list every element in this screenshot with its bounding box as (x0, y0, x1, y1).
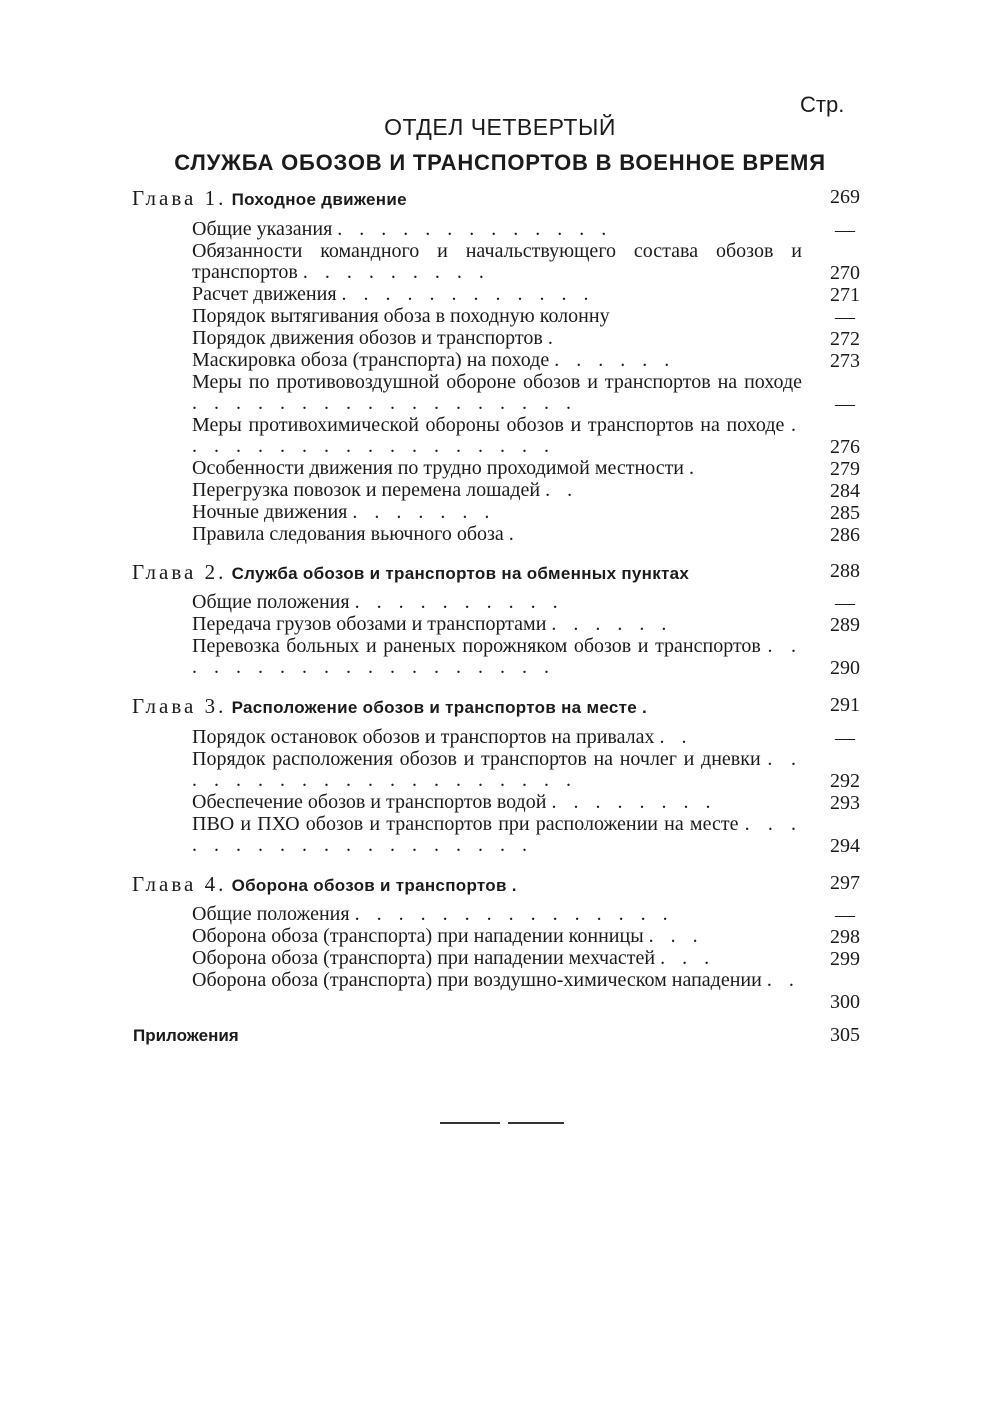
entry-text: Оборона обоза (транспорта) при нападении мехчастей (192, 947, 656, 969)
appendix-page: 305 (830, 1024, 860, 1046)
entry-text: ПВО и ПХО обозов и транспортов при расположении на месте (192, 813, 739, 835)
toc-entry (192, 350, 802, 371)
entry-text: Меры по противовоздушной обороне обозов и транспортов на походе (192, 371, 802, 393)
appendix-title: Приложения (133, 1026, 239, 1045)
entry-page: 285 (830, 502, 860, 524)
chapter-heading (132, 560, 689, 585)
chapter-page: 297 (830, 872, 860, 894)
toc-entry (192, 948, 802, 969)
toc-entry (192, 306, 802, 327)
entry-page: 299 (830, 948, 860, 970)
chapter-page: 291 (830, 694, 860, 716)
entry-text: Порядок движения обозов и транспортов (192, 327, 543, 349)
leader-dots: . . . . . . . . . . . . . . . . . . (192, 392, 577, 414)
chapter-heading (132, 186, 407, 211)
leader-dots: . . . . . . . . . . . . . (337, 218, 613, 240)
entry-text: Ночные движения (192, 501, 348, 523)
entry-page: — (835, 592, 855, 614)
entry-text: Порядок остановок обозов и транспортов на привалах (192, 726, 655, 748)
leader-dots: . (689, 457, 701, 479)
entry-page: 298 (830, 926, 860, 948)
entry-text: Передача грузов обозами и транспортами (192, 613, 547, 635)
chapter-label: Глава 3. (132, 694, 227, 718)
page-column-label: Стр. (800, 92, 845, 117)
entry-page: — (835, 727, 855, 749)
toc-entry (192, 524, 802, 545)
toc-entry (192, 502, 802, 523)
entry-page: — (835, 306, 855, 328)
entry-page: 292 (830, 770, 860, 792)
entry-page: 276 (830, 436, 860, 458)
chapter-title: Оборона обозов и транспортов . (231, 876, 517, 895)
end-rule-left (440, 1122, 500, 1124)
entry-page: — (835, 904, 855, 926)
leader-dots: . . . . . . . . . . . . . . . (354, 903, 674, 925)
entry-text: Особенности движения по трудно проходимой местности (192, 457, 685, 479)
entry-text: Обязанности командного и начальствующего состава обозов и транспортов (192, 240, 802, 283)
chapter-label: Глава 2. (132, 560, 227, 584)
entry-text: Порядок расположения обозов и транспортов на ночлег и дневки (192, 748, 761, 770)
leader-dots: . . . (648, 925, 704, 947)
leader-dots: . (547, 327, 559, 349)
leader-dots: . . . . . . (551, 613, 673, 635)
end-rule-right (508, 1122, 564, 1124)
toc-entry (192, 926, 802, 947)
entry-text: Общие положения (192, 591, 350, 613)
entry-text: Расчет движения (192, 283, 337, 305)
entry-text: Перевозка больных и раненых порожняком обозов и транспортов (192, 635, 761, 657)
toc-entry (192, 614, 802, 635)
toc-entry (192, 458, 802, 479)
chapter-label: Глава 1. (132, 186, 227, 210)
chapter-label: Глава 4. (132, 872, 227, 896)
leader-dots: . (508, 523, 520, 545)
entry-page: — (835, 393, 855, 415)
leader-dots: . . . . . . . . . . . . . . . . . . (192, 414, 802, 457)
entry-page: 279 (830, 458, 860, 480)
leader-dots: . . . . . . . . . . (354, 591, 564, 613)
chapter-page: 288 (830, 560, 860, 582)
toc-entry (192, 814, 802, 856)
entry-text: Общие положения (192, 903, 350, 925)
entry-text: Обеспечение обозов и транспортов водой (192, 791, 547, 813)
toc-entry (192, 219, 802, 240)
leader-dots: . . . . . . . . . (302, 261, 490, 283)
entry-page: 300 (830, 991, 860, 1013)
entry-page: 270 (830, 262, 860, 284)
toc-entry (192, 328, 802, 349)
entry-text: Меры противохимической обороны обозов и транспортов на походе (192, 414, 785, 436)
entry-page: 286 (830, 524, 860, 546)
entry-text: Оборона обоза (транспорта) при воздушно-химическом нападении (192, 969, 762, 991)
leader-dots: . . . . . . (554, 349, 676, 371)
leader-dots: . . . . . . . . . . . . . . . . . . . . (192, 748, 803, 791)
toc-entry (192, 904, 802, 925)
toc-entry (192, 749, 802, 791)
chapter-title: Расположение обозов и транспортов на месте . (231, 698, 648, 717)
toc-entry (192, 970, 802, 991)
leader-dots: . . (659, 726, 693, 748)
entry-page: 289 (830, 614, 860, 636)
entry-page: 290 (830, 657, 860, 679)
entry-page: 273 (830, 350, 860, 372)
toc-entry (192, 636, 802, 678)
chapter-title: Походное движение (231, 190, 407, 209)
entry-page: 272 (830, 328, 860, 350)
toc-entry (192, 284, 802, 305)
chapter-page: 269 (830, 186, 860, 208)
entry-text: Перегрузка повозок и перемена лошадей (192, 479, 541, 501)
leader-dots: . . (766, 969, 800, 991)
leader-dots: . . . . . . . . . . . . . . . . . . . (192, 813, 803, 856)
entry-text: Порядок вытягивания обоза в походную колонну (192, 305, 610, 327)
leader-dots: . . . . . . . . . . . . (341, 283, 595, 305)
entry-text: Общие указания (192, 218, 333, 240)
toc-entry (192, 241, 802, 283)
leader-dots: . . (545, 479, 579, 501)
leader-dots: . . . . . . . (352, 501, 496, 523)
entry-page: 284 (830, 480, 860, 502)
toc-entry (192, 372, 802, 414)
section-title: СЛУЖБА ОБОЗОВ И ТРАНСПОРТОВ В ВОЕННОЕ ВРЕМЯ (174, 150, 826, 175)
chapter-heading (132, 694, 647, 719)
toc-entry (192, 727, 802, 748)
leader-dots: . . . . . . . . (551, 791, 717, 813)
entry-text: Оборона обоза (транспорта) при нападении конницы (192, 925, 644, 947)
chapter-heading (132, 872, 517, 897)
entry-text: Маскировка обоза (транспорта) на походе (192, 349, 550, 371)
toc-entry (192, 480, 802, 501)
chapter-title: Служба обозов и транспортов на обменных пунктах (231, 564, 690, 583)
leader-dots: . . . (660, 947, 716, 969)
entry-page: — (835, 219, 855, 241)
leader-dots: . . . . . . . . . . . . . . . . . . . (192, 635, 802, 678)
entry-page: 294 (830, 835, 860, 857)
toc-entry (192, 792, 802, 813)
entry-text: Правила следования вьючного обоза (192, 523, 504, 545)
entry-page: 293 (830, 792, 860, 814)
entry-page: 271 (830, 284, 860, 306)
section-heading: ОТДЕЛ ЧЕТВЕРТЫЙ (384, 114, 616, 140)
toc-entry (192, 592, 802, 613)
toc-entry (192, 415, 802, 457)
